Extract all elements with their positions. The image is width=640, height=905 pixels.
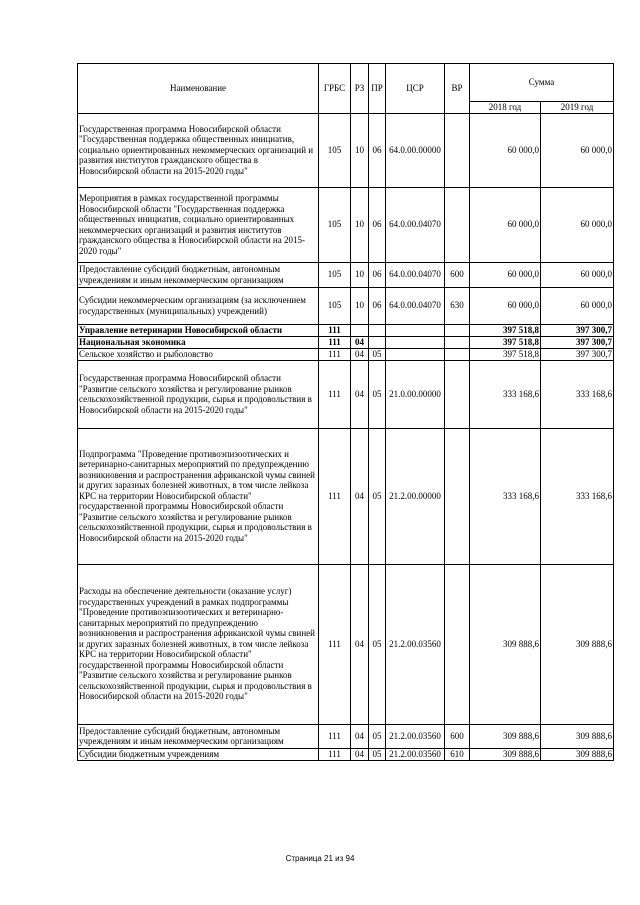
row-sum-2018: 397 518,8 xyxy=(470,324,541,336)
budget-table xyxy=(77,63,614,761)
header-grbs: ГРБС xyxy=(319,64,351,114)
table-row xyxy=(78,324,614,336)
row-csr: 21.2.00.03560 xyxy=(386,748,445,760)
row-sum-2018: 333 168,6 xyxy=(470,428,541,564)
row-csr: 21.2.00.03560 xyxy=(386,724,445,748)
row-pr: 06 xyxy=(369,113,386,187)
header-year-2018: 2018 год xyxy=(470,102,541,114)
row-sum-2018: 60 000,0 xyxy=(470,187,541,262)
row-grbs: 111 xyxy=(319,748,351,760)
row-sum-2018: 60 000,0 xyxy=(470,113,541,187)
row-grbs: 111 xyxy=(319,336,351,348)
row-vr xyxy=(445,187,470,262)
header-rz: РЗ xyxy=(351,64,369,114)
row-csr: 64.0.00.04070 xyxy=(386,187,445,262)
row-grbs: 105 xyxy=(319,113,351,187)
row-sum-2018: 397 518,8 xyxy=(470,348,541,360)
row-vr xyxy=(445,324,470,336)
row-csr: 21.0.00.00000 xyxy=(386,360,445,428)
row-rz xyxy=(351,324,369,336)
table-row xyxy=(78,428,614,564)
row-vr xyxy=(445,564,470,724)
row-sum-2018: 309 888,6 xyxy=(470,724,541,748)
row-pr: 06 xyxy=(369,187,386,262)
row-name: Подпрограмма "Проведение противоэпизоотических и ветеринарно-санитарных мероприятий по предупреждению возникновения и распространения африканской чумы свиней и других заразных болезней животных, в том числе лейкоза КРС на территории Новосибирской области" государственной программы Новосибирской области "Развитие сельского хозяйства и регулирование рынков сельскохозяйственной продукции, сырья и продовольствия в Новосибирской области на 2015-2020 годы" xyxy=(78,428,319,564)
row-vr: 600 xyxy=(445,262,470,287)
row-name: Субсидии бюджетным учреждениям xyxy=(78,748,319,760)
table-row xyxy=(78,360,614,428)
header-vr: ВР xyxy=(445,64,470,114)
row-csr: 64.0.00.04070 xyxy=(386,262,445,287)
row-rz: 04 xyxy=(351,748,369,760)
row-vr: 600 xyxy=(445,724,470,748)
row-name: Государственная программа Новосибирской области "Государственная поддержка общественных инициатив, социально ориентированных некоммерческих организаций и развития институтов гражданского общества в Новосибирской области на 2015-2020 годы" xyxy=(78,113,319,187)
row-pr: 05 xyxy=(369,724,386,748)
row-vr: 610 xyxy=(445,748,470,760)
row-rz: 04 xyxy=(351,336,369,348)
table-row xyxy=(78,724,614,748)
row-name: Сельское хозяйство и рыболовство xyxy=(78,348,319,360)
row-grbs: 111 xyxy=(319,724,351,748)
row-sum-2019: 309 888,6 xyxy=(541,724,614,748)
row-name: Управление ветеринарии Новосибирской области xyxy=(78,324,319,336)
table-row xyxy=(78,348,614,360)
row-csr: 64.0.00.04070 xyxy=(386,287,445,324)
row-grbs: 111 xyxy=(319,324,351,336)
row-vr xyxy=(445,428,470,564)
row-sum-2019: 397 300,7 xyxy=(541,324,614,336)
row-pr xyxy=(369,336,386,348)
row-vr xyxy=(445,348,470,360)
row-sum-2019: 309 888,6 xyxy=(541,748,614,760)
row-rz: 04 xyxy=(351,564,369,724)
row-grbs: 111 xyxy=(319,348,351,360)
row-csr: 64.0.00.00000 xyxy=(386,113,445,187)
row-sum-2019: 60 000,0 xyxy=(541,187,614,262)
row-sum-2018: 60 000,0 xyxy=(470,262,541,287)
table-row xyxy=(78,564,614,724)
table-row xyxy=(78,262,614,287)
header-year-2019: 2019 год xyxy=(541,102,614,114)
row-sum-2019: 60 000,0 xyxy=(541,287,614,324)
row-sum-2019: 397 300,7 xyxy=(541,348,614,360)
row-pr: 05 xyxy=(369,564,386,724)
row-csr xyxy=(386,348,445,360)
row-grbs: 111 xyxy=(319,428,351,564)
row-rz: 10 xyxy=(351,113,369,187)
row-sum-2019: 60 000,0 xyxy=(541,262,614,287)
table-row xyxy=(78,336,614,348)
row-sum-2018: 309 888,6 xyxy=(470,564,541,724)
row-name: Государственная программа Новосибирской области "Развитие сельского хозяйства и регулирование рынков сельскохозяйственной продукции, сырья и продовольствия в Новосибирской области на 2015-2020 годы" xyxy=(78,360,319,428)
row-rz: 04 xyxy=(351,348,369,360)
row-grbs: 105 xyxy=(319,262,351,287)
page-footer: Страница 21 из 94 xyxy=(285,854,355,863)
row-rz: 10 xyxy=(351,262,369,287)
row-pr: 05 xyxy=(369,748,386,760)
row-csr: 21.2.00.00000 xyxy=(386,428,445,564)
row-name: Расходы на обеспечение деятельности (оказание услуг) государственных учреждений в рамках подпрограммы "Проведение противоэпизоотических и ветеринарно-санитарных мероприятий по предупреждению возникновения и распространения африканской чумы свиней и других заразных болезней животных, в том числе лейкоза КРС на территории Новосибирской области" государственной программы Новосибирской области "Развитие сельского хозяйства и регулирование рынков сельскохозяйственной продукции, сырья и продовольствия в Новосибирской области на 2015-2020 годы" xyxy=(78,564,319,724)
row-pr: 06 xyxy=(369,287,386,324)
row-csr xyxy=(386,336,445,348)
table-row xyxy=(78,187,614,262)
header-sum: Сумма xyxy=(470,64,614,102)
row-grbs: 105 xyxy=(319,187,351,262)
row-vr xyxy=(445,336,470,348)
row-grbs: 111 xyxy=(319,360,351,428)
row-sum-2019: 333 168,6 xyxy=(541,360,614,428)
row-vr xyxy=(445,113,470,187)
header-name: Наименование xyxy=(78,64,319,114)
table-row xyxy=(78,748,614,760)
row-rz: 10 xyxy=(351,187,369,262)
row-pr: 05 xyxy=(369,428,386,564)
row-csr: 21.2.00.03560 xyxy=(386,564,445,724)
row-name: Предоставление субсидий бюджетным, автономным учреждениям и иным некоммерческим организациям xyxy=(78,724,319,748)
row-name: Национальная экономика xyxy=(78,336,319,348)
row-name: Субсидии некоммерческим организациям (за исключением государственных (муниципальных) учреждений) xyxy=(78,287,319,324)
row-sum-2018: 397 518,8 xyxy=(470,336,541,348)
header-pr: ПР xyxy=(369,64,386,114)
row-sum-2018: 309 888,6 xyxy=(470,748,541,760)
row-name: Предоставление субсидий бюджетным, автономным учреждениям и иным некоммерческим организациям xyxy=(78,262,319,287)
row-rz: 10 xyxy=(351,287,369,324)
row-pr: 06 xyxy=(369,262,386,287)
row-grbs: 105 xyxy=(319,287,351,324)
row-pr xyxy=(369,324,386,336)
row-sum-2019: 309 888,6 xyxy=(541,564,614,724)
row-sum-2019: 333 168,6 xyxy=(541,428,614,564)
row-vr xyxy=(445,360,470,428)
row-name: Мероприятия в рамках государственной программы Новосибирской области "Государственная поддержка общественных инициатив, социально ориентированных некоммерческих организаций и развития институтов гражданского общества в Новосибирской области на 2015-2020 годы" xyxy=(78,187,319,262)
row-pr: 05 xyxy=(369,360,386,428)
row-sum-2018: 60 000,0 xyxy=(470,287,541,324)
row-pr: 05 xyxy=(369,348,386,360)
row-sum-2018: 333 168,6 xyxy=(470,360,541,428)
row-rz: 04 xyxy=(351,724,369,748)
table-row xyxy=(78,287,614,324)
row-grbs: 111 xyxy=(319,564,351,724)
table-row xyxy=(78,113,614,187)
row-vr: 630 xyxy=(445,287,470,324)
row-sum-2019: 60 000,0 xyxy=(541,113,614,187)
header-csr: ЦСР xyxy=(386,64,445,114)
row-sum-2019: 397 300,7 xyxy=(541,336,614,348)
row-rz: 04 xyxy=(351,428,369,564)
row-rz: 04 xyxy=(351,360,369,428)
row-csr xyxy=(386,324,445,336)
